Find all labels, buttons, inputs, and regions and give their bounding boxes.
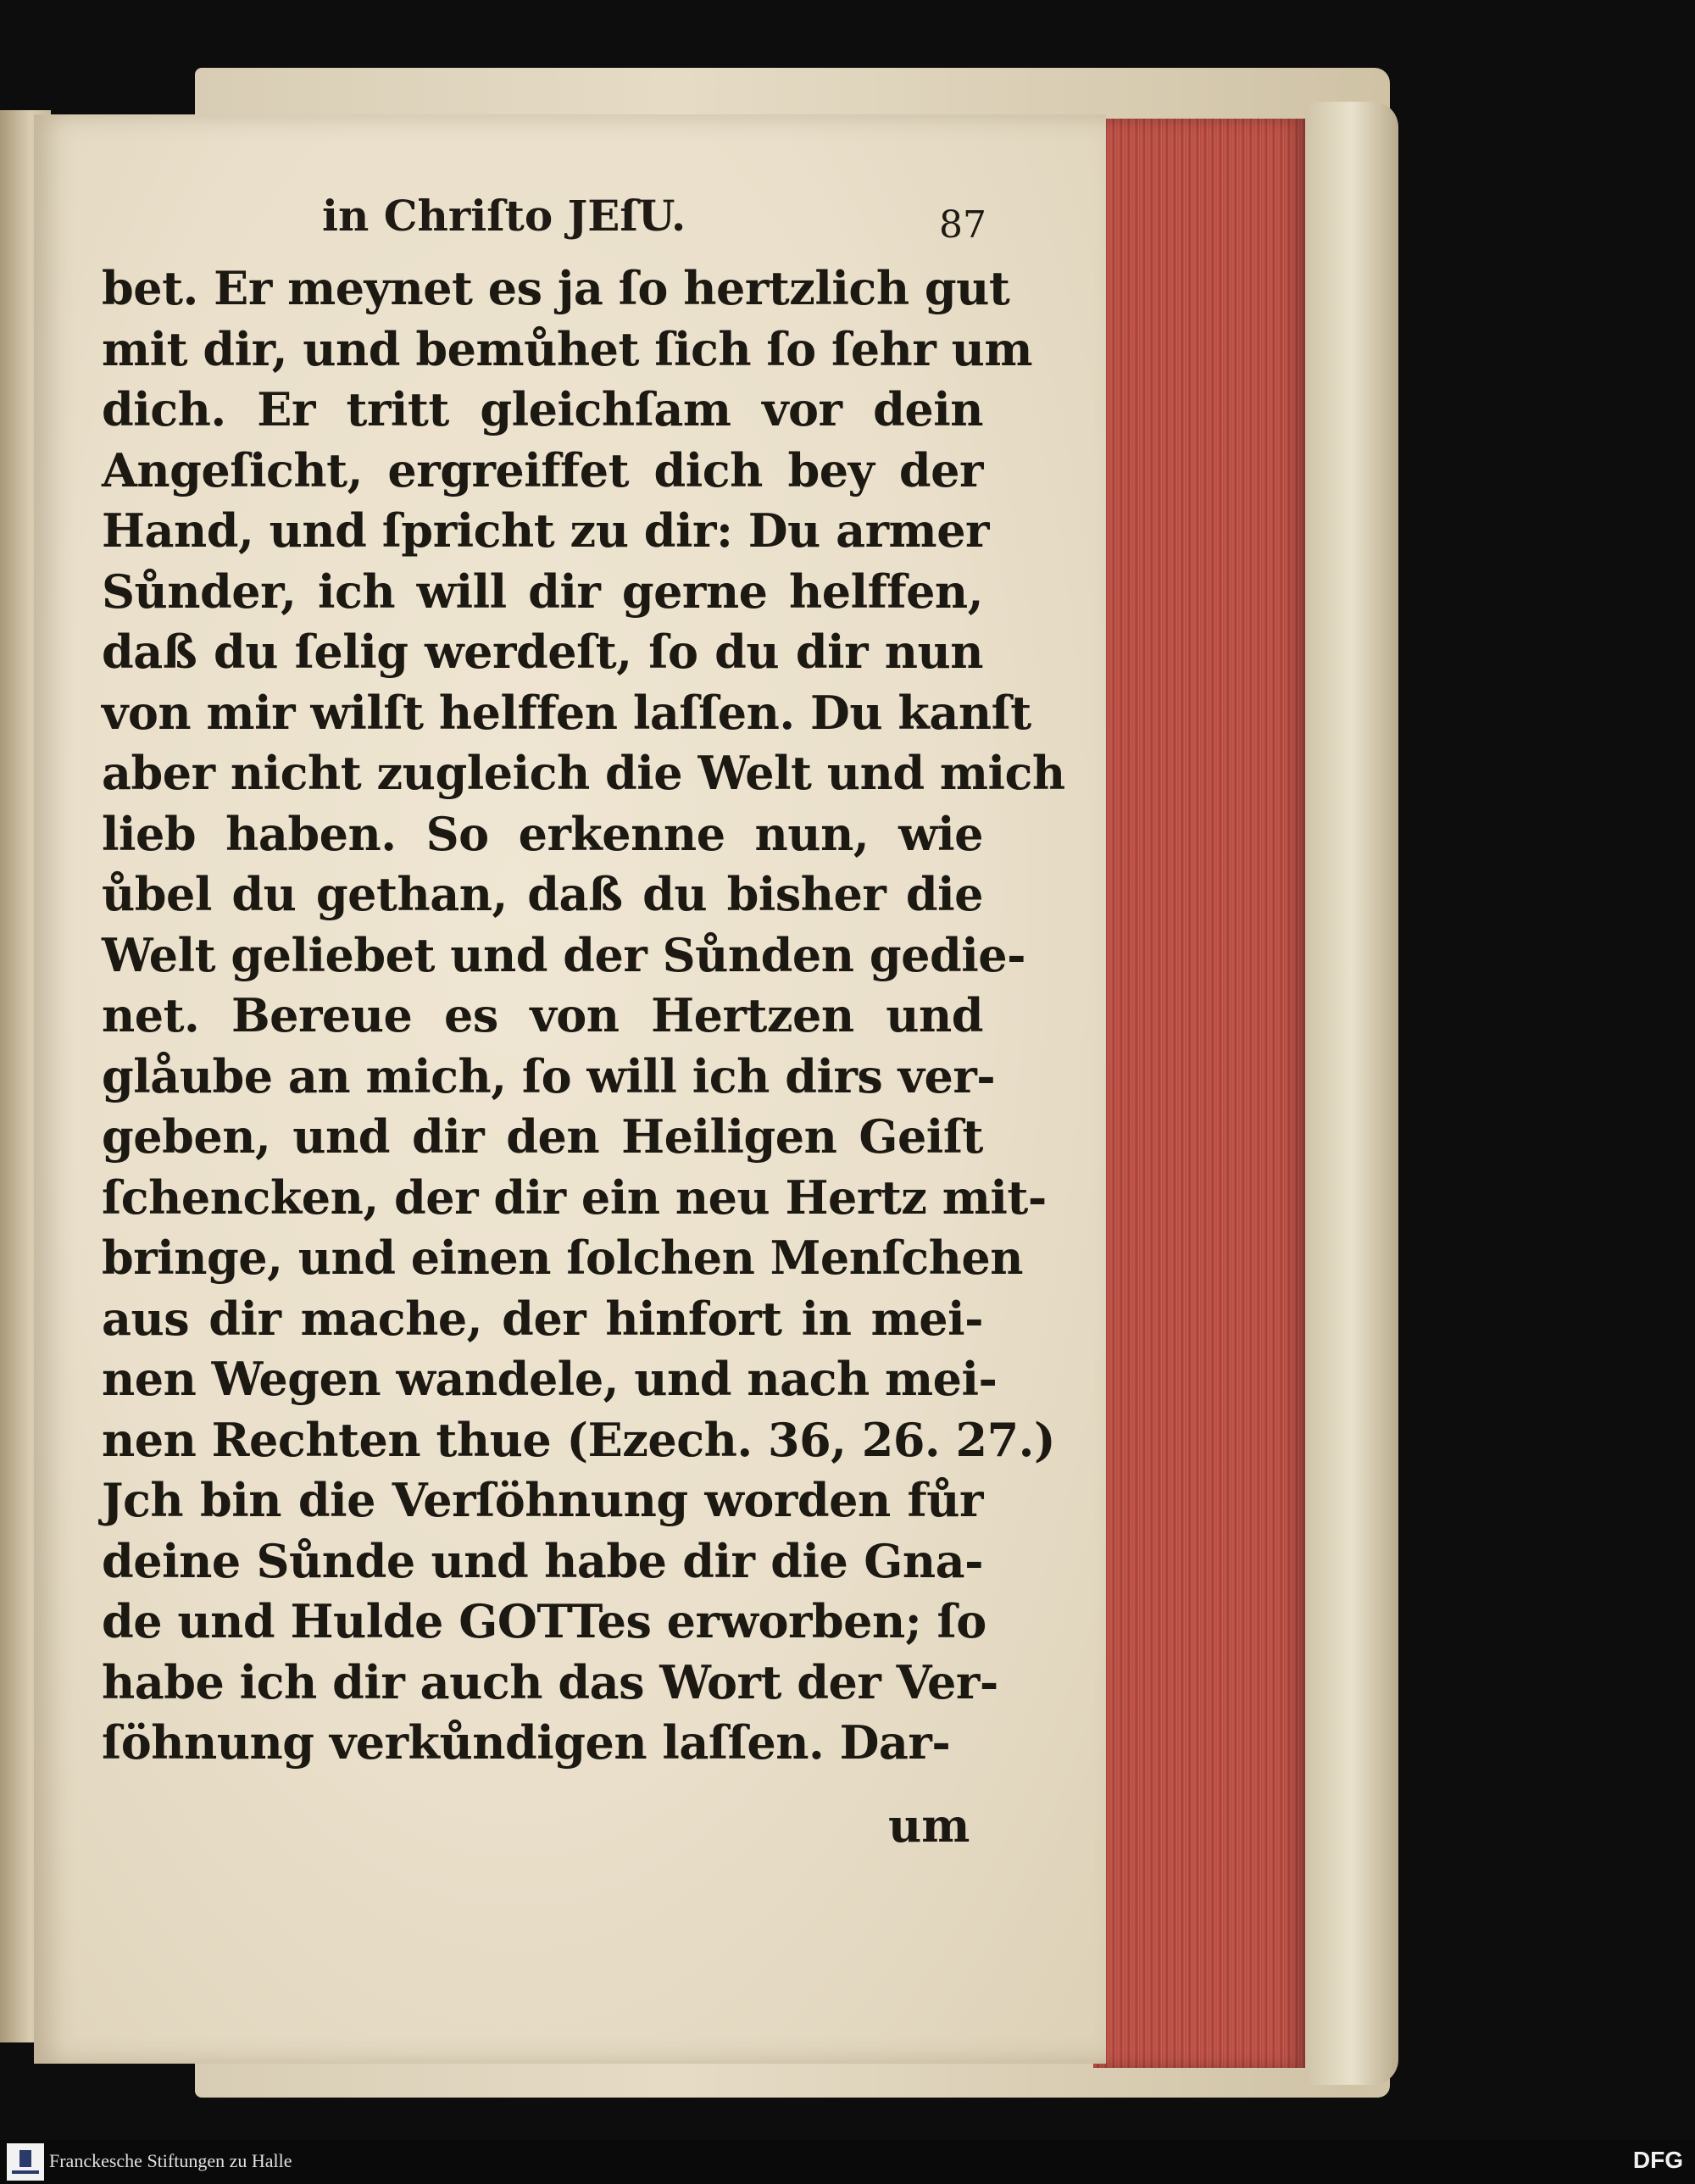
- red-fore-edge: [1093, 119, 1305, 2068]
- text-line: de und Hulde GOTTes erworben; ſo: [102, 1594, 986, 1648]
- text-line: aus dir mache, der hinfort in mei-: [102, 1291, 983, 1346]
- text-line: von mir wilſt helffen laſſen. Du kanſt: [102, 685, 1031, 740]
- institution-logo-icon: [7, 2143, 44, 2181]
- text-line: daß du ſelig werdeſt, ſo du dir nun: [102, 625, 983, 679]
- text-line: deine Sůnde und habe dir die Gna-: [102, 1533, 983, 1588]
- text-line: dich. Er tritt gleichſam vor dein: [102, 382, 983, 436]
- text-line: net. Bereue es von Hertzen und: [102, 988, 983, 1042]
- footer-bar: [0, 2140, 1695, 2184]
- text-line: lieb haben. So erkenne nun, wie: [102, 806, 983, 861]
- text-line: Sůnder, ich will dir gerne helffen,: [102, 564, 983, 619]
- text-line: glåube an mich, ſo will ich dirs ver-: [102, 1048, 996, 1103]
- text-line: nen Wegen wandele, und nach mei-: [102, 1352, 998, 1406]
- footer-credit: Franckesche Stiftungen zu Halle: [49, 2150, 292, 2171]
- text-line: Angeſicht, ergreiffet dich bey der: [102, 442, 983, 497]
- catchword: um: [888, 1798, 970, 1853]
- text-line: Jch bin die Verſöhnung worden fůr: [102, 1473, 983, 1527]
- dfg-logo: DFG: [1632, 2147, 1683, 2173]
- text-line: mit dir, und bemůhet ſich ſo ſehr um: [102, 321, 1032, 376]
- text-line: Welt geliebet und der Sůnden gedie-: [102, 927, 1026, 982]
- text-line: ſöhnung verkůndigen laſſen. Dar-: [102, 1715, 951, 1770]
- text-line: habe ich dir auch das Wort der Ver-: [102, 1654, 998, 1709]
- running-head: in Chriſto JEſU.: [322, 191, 686, 241]
- text-line: ſchencken, der dir ein neu Hertz mit-: [102, 1170, 1047, 1225]
- text-line: aber nicht zugleich die Welt und mich: [102, 746, 1065, 800]
- text-line: bet. Er meynet es ja ſo hertzlich gut: [102, 261, 1010, 315]
- text-line: ůbel du gethan, daß du bisher die: [102, 867, 983, 921]
- text-line: geben, und dir den Heiligen Geiſt: [102, 1109, 983, 1164]
- text-line: Hand, und ſpricht zu dir: Du armer: [102, 503, 989, 558]
- text-line: bringe, und einen ſolchen Menſchen: [102, 1231, 1024, 1285]
- text-line: nen Rechten thue (Ezech. 36, 26. 27.): [102, 1412, 1055, 1467]
- page-number: 87: [939, 203, 986, 247]
- body-text: [102, 258, 1065, 1774]
